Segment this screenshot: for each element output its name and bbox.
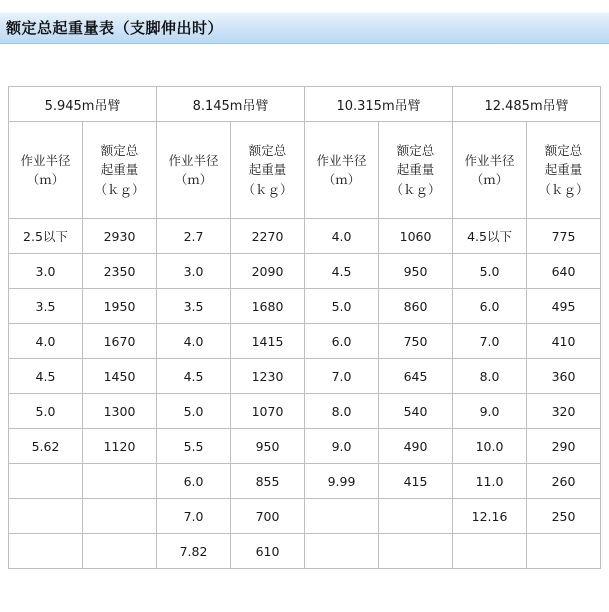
cell-weight: 855 [231,464,305,499]
cell-empty [305,499,379,534]
radius-label-line2: （ｍ） [26,172,65,187]
boom-header-2: 8.145m吊臂 [157,87,305,122]
radius-label-line2: （ｍ） [470,172,509,187]
cell-radius: 7.0 [305,359,379,394]
cell-radius: 6.0 [305,324,379,359]
cell-empty [83,499,157,534]
cell-radius: 5.0 [453,254,527,289]
cell-radius: 3.5 [9,289,83,324]
cell-weight: 2350 [83,254,157,289]
weight-label-line1: 额定总 [544,142,583,158]
column-header-weight-1 [83,122,157,219]
rated-total-lifting-capacity-table [8,86,601,569]
cell-radius: 4.5以下 [453,219,527,254]
cell-weight: 1670 [83,324,157,359]
cell-radius: 4.0 [305,219,379,254]
cell-weight: 320 [527,394,601,429]
cell-weight: 775 [527,219,601,254]
cell-radius: 3.0 [157,254,231,289]
cell-radius: 3.5 [157,289,231,324]
cell-radius: 2.5以下 [9,219,83,254]
cell-weight: 1415 [231,324,305,359]
cell-radius: 4.5 [9,359,83,394]
cell-weight: 415 [379,464,453,499]
table-body [9,219,601,569]
cell-weight: 2090 [231,254,305,289]
cell-radius: 4.5 [305,254,379,289]
weight-label-line3: （ｋｇ） [538,181,589,197]
weight-label-line2: 起重量 [544,162,583,178]
cell-radius: 5.0 [157,394,231,429]
cell-radius: 7.82 [157,534,231,569]
cell-weight: 645 [379,359,453,394]
cell-empty [305,534,379,569]
cell-weight: 700 [231,499,305,534]
cell-empty [453,534,527,569]
cell-empty [9,534,83,569]
cell-radius: 4.5 [157,359,231,394]
boom-header-3: 10.315m吊臂 [305,87,453,122]
cell-radius: 5.0 [305,289,379,324]
page-title: 额定总起重量表（支脚伸出时） [6,18,224,37]
radius-label-line2: （ｍ） [174,172,213,187]
boom-header-1: 5.945m吊臂 [9,87,157,122]
cell-weight: 2270 [231,219,305,254]
cell-weight: 1230 [231,359,305,394]
column-header-weight-3 [379,122,453,219]
cell-radius: 6.0 [157,464,231,499]
table-row [9,394,601,429]
table-row [9,429,601,464]
cell-weight: 260 [527,464,601,499]
cell-empty [83,534,157,569]
weight-label-line2: 起重量 [100,162,139,178]
cell-radius: 9.99 [305,464,379,499]
table-row [9,219,601,254]
cell-radius: 4.0 [9,324,83,359]
cell-radius: 9.0 [453,394,527,429]
column-header-weight-2 [231,122,305,219]
title-bar [0,10,609,44]
table-row [9,359,601,394]
cell-empty [379,499,453,534]
cell-weight: 950 [379,254,453,289]
column-header-radius-3 [305,122,379,219]
column-header-weight-4 [527,122,601,219]
cell-weight: 1300 [83,394,157,429]
cell-radius: 10.0 [453,429,527,464]
boom-header-4: 12.485m吊臂 [453,87,601,122]
cell-radius: 8.0 [453,359,527,394]
cell-radius: 7.0 [157,499,231,534]
cell-weight: 495 [527,289,601,324]
cell-radius: 6.0 [453,289,527,324]
table-row [9,289,601,324]
weight-label-line1: 额定总 [100,142,139,158]
cell-weight: 610 [231,534,305,569]
cell-weight: 360 [527,359,601,394]
cell-weight: 1060 [379,219,453,254]
table-header-row-boom [9,87,601,122]
weight-label-line3: （ｋｇ） [390,181,441,197]
cell-empty [9,499,83,534]
cell-weight: 410 [527,324,601,359]
cell-weight: 1450 [83,359,157,394]
weight-label-line2: 起重量 [396,162,435,178]
cell-radius: 3.0 [9,254,83,289]
cell-empty [527,534,601,569]
cell-weight: 250 [527,499,601,534]
radius-label-line1: 作业半径 [464,152,515,168]
cell-empty [9,464,83,499]
cell-weight: 540 [379,394,453,429]
radius-label-line1: 作业半径 [316,152,367,168]
weight-label-line3: （ｋｇ） [242,181,293,197]
cell-radius: 8.0 [305,394,379,429]
cell-weight: 290 [527,429,601,464]
cell-weight: 860 [379,289,453,324]
weight-label-line2: 起重量 [248,162,287,178]
cell-weight: 490 [379,429,453,464]
cell-radius: 9.0 [305,429,379,464]
cell-radius: 5.5 [157,429,231,464]
cell-radius: 5.0 [9,394,83,429]
weight-label-line1: 额定总 [248,142,287,158]
cell-weight: 640 [527,254,601,289]
radius-label-line1: 作业半径 [168,152,219,168]
table-row [9,534,601,569]
cell-weight: 1680 [231,289,305,324]
cell-radius: 7.0 [453,324,527,359]
table-row [9,464,601,499]
table-row [9,254,601,289]
table-header-row-columns [9,122,601,219]
table-row [9,324,601,359]
radius-label-line2: （ｍ） [322,172,361,187]
cell-weight: 2930 [83,219,157,254]
column-header-radius-1 [9,122,83,219]
table-row [9,499,601,534]
column-header-radius-4 [453,122,527,219]
cell-weight: 950 [231,429,305,464]
cell-weight: 1950 [83,289,157,324]
cell-radius: 11.0 [453,464,527,499]
radius-label-line1: 作业半径 [20,152,71,168]
column-header-radius-2 [157,122,231,219]
load-chart-container [8,86,601,569]
weight-label-line3: （ｋｇ） [94,181,145,197]
cell-weight: 1120 [83,429,157,464]
cell-radius: 12.16 [453,499,527,534]
cell-weight: 1070 [231,394,305,429]
cell-radius: 4.0 [157,324,231,359]
cell-empty [379,534,453,569]
weight-label-line1: 额定总 [396,142,435,158]
cell-empty [83,464,157,499]
cell-radius: 5.62 [9,429,83,464]
cell-weight: 750 [379,324,453,359]
cell-radius: 2.7 [157,219,231,254]
